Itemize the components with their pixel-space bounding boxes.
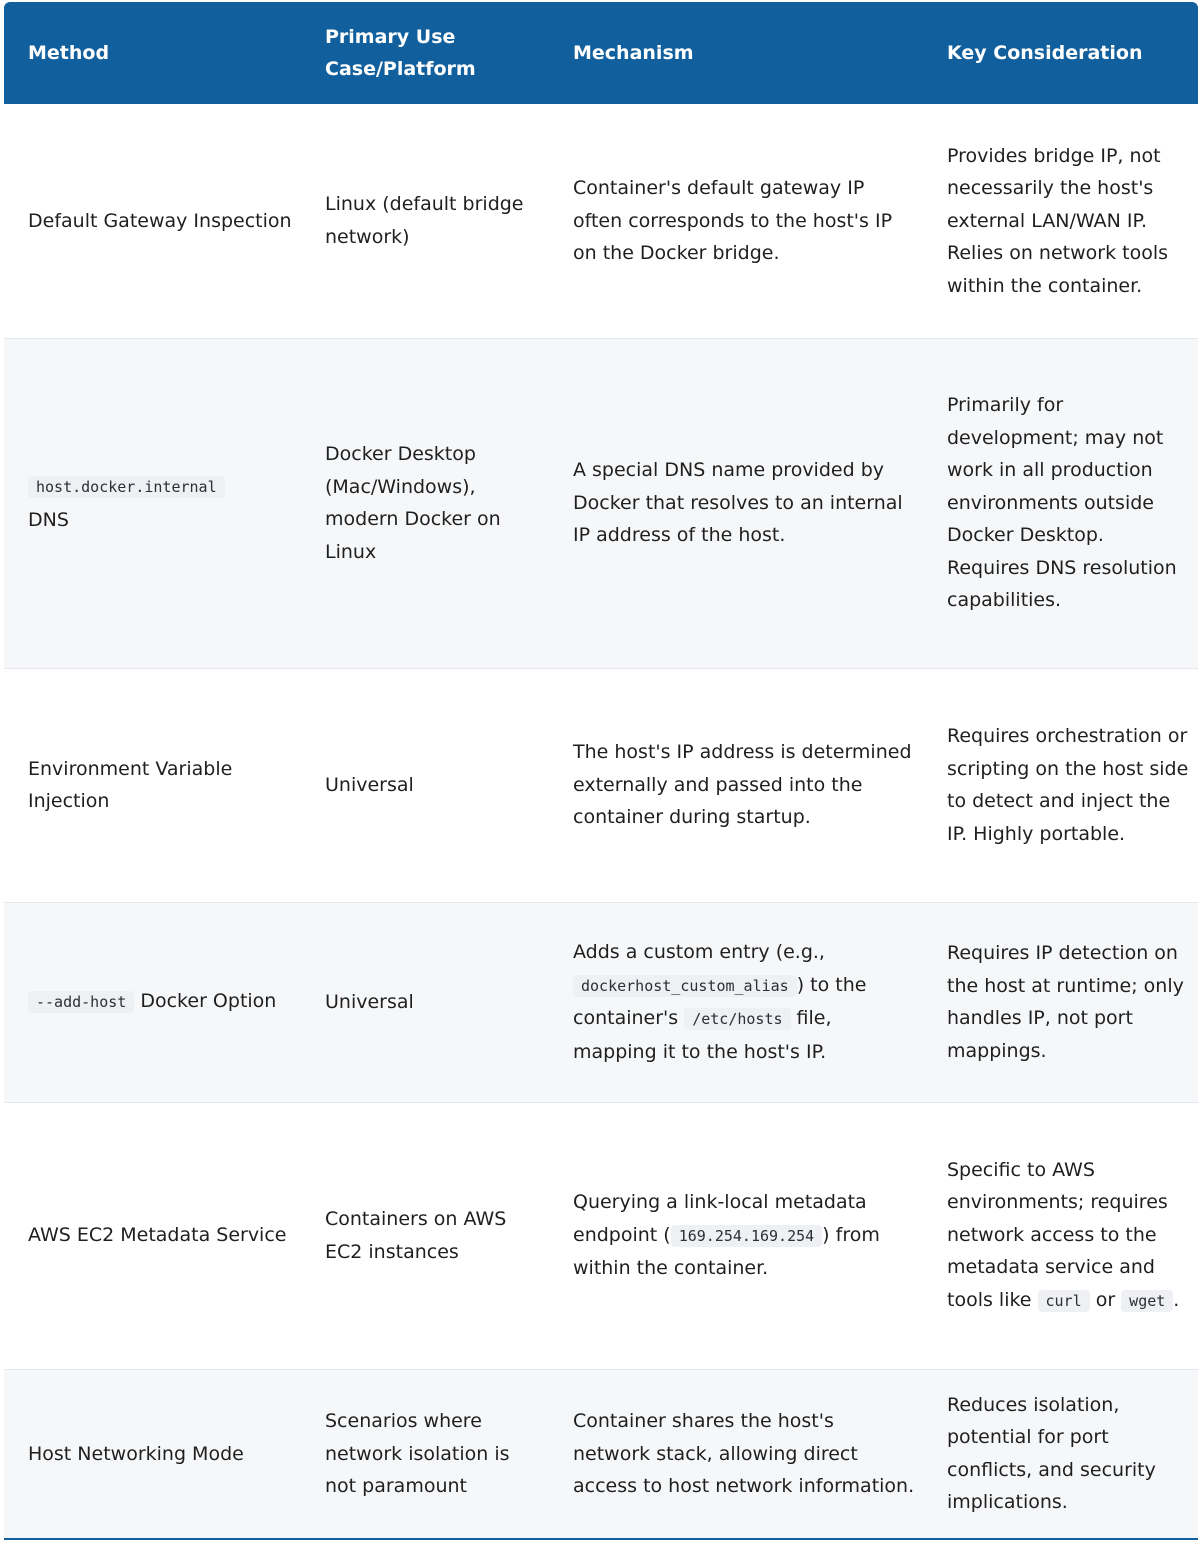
cell-use-case: Linux (default bridge network) (301, 104, 549, 338)
code-snippet: /etc/hosts (684, 1008, 790, 1030)
header-mechanism: Mechanism (573, 42, 694, 64)
header-use-case: Primary Use Case/Platform (325, 26, 476, 80)
code-snippet: host.docker.internal (28, 476, 225, 498)
code-snippet: 169.254.169.254 (671, 1225, 822, 1247)
code-snippet: wget (1121, 1290, 1173, 1312)
consideration-text: or (1089, 1288, 1122, 1311)
cell-method (4, 902, 301, 1102)
header-row (4, 2, 1198, 104)
cell-method (4, 338, 301, 668)
cell-mechanism: The host's IP address is determined externally and passed into the container during startup. (549, 668, 923, 902)
mechanism-text: Querying a link-local metadata endpoint ( (573, 1191, 867, 1246)
mechanism-text: file, mapping it to the host's IP. (573, 1007, 832, 1063)
table-row (4, 338, 1198, 668)
mechanism-text: ) to the container's (573, 973, 867, 1029)
cell-use-case: Universal (301, 668, 549, 902)
consideration-text: Specific to AWS environments; requires network access to the metadata service and tools like (947, 1158, 1168, 1311)
cell-method: Default Gateway Inspection (4, 104, 301, 338)
method-text: DNS (28, 508, 69, 531)
cell-consideration (923, 1102, 1198, 1369)
cell-use-case: Scenarios where network isolation is not paramount (301, 1369, 549, 1539)
cell-use-case: Containers on AWS EC2 instances (301, 1102, 549, 1369)
table-row (4, 1369, 1198, 1539)
table-row (4, 1102, 1198, 1369)
mechanism-text: Adds a custom entry (e.g., (573, 941, 825, 963)
comparison-table-container (4, 2, 1189, 1540)
code-snippet: dockerhost_custom_alias (573, 975, 797, 997)
consideration-text: . (1173, 1288, 1180, 1311)
cell-method: AWS EC2 Metadata Service (4, 1102, 301, 1369)
cell-method: Host Networking Mode (4, 1369, 301, 1539)
method-text: Docker Option (140, 990, 277, 1013)
table-row (4, 104, 1198, 338)
cell-mechanism: Container's default gateway IP often corresponds to the host's IP on the Docker bridge. (549, 104, 923, 338)
mechanism-text: ) from within the container. (573, 1223, 880, 1280)
cell-consideration: Requires orchestration or scripting on the host side to detect and inject the IP. Highly portable. (923, 668, 1198, 902)
cell-mechanism: Container shares the host's network stack, allowing direct access to host network information. (549, 1369, 923, 1539)
table-body (4, 104, 1198, 1539)
table-row (4, 668, 1198, 902)
cell-mechanism (549, 1102, 923, 1369)
code-snippet: --add-host (28, 991, 134, 1013)
methods-table (4, 2, 1198, 1540)
cell-consideration: Provides bridge IP, not necessarily the host's external LAN/WAN IP. Relies on network tools within the container. (923, 104, 1198, 338)
cell-method: Environment Variable Injection (4, 668, 301, 902)
cell-mechanism: A special DNS name provided by Docker that resolves to an internal IP address of the host. (549, 338, 923, 668)
cell-mechanism (549, 902, 923, 1102)
code-snippet: curl (1038, 1290, 1090, 1312)
cell-consideration: Primarily for development; may not work in all production environments outside Docker Desktop. Requires DNS resolution capabilities. (923, 338, 1198, 668)
cell-use-case: Docker Desktop (Mac/Windows), modern Docker on Linux (301, 338, 549, 668)
header-method: Method (28, 42, 110, 64)
cell-consideration: Reduces isolation, potential for port conflicts, and security implications. (923, 1369, 1198, 1539)
cell-consideration: Requires IP detection on the host at runtime; only handles IP, not port mappings. (923, 902, 1198, 1102)
header-consideration: Key Consideration (947, 42, 1143, 64)
table-row (4, 902, 1198, 1102)
table-header (4, 2, 1198, 104)
cell-use-case: Universal (301, 902, 549, 1102)
